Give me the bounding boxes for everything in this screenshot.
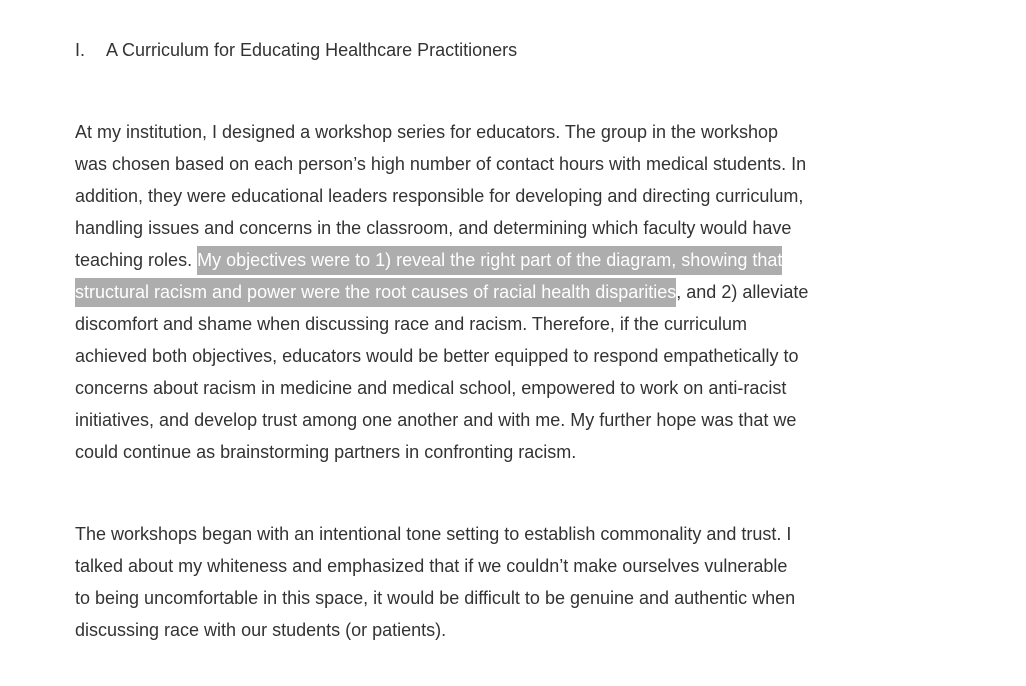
selected-text[interactable]: structural racism and power were the root causes of racial health disparities [75, 278, 676, 307]
paragraph-line [75, 244, 875, 276]
paragraph-workshops [75, 518, 875, 646]
line-text: teaching roles. [75, 250, 198, 270]
paragraph-objectives [75, 116, 875, 468]
paragraph-line: could continue as brainstorming partners in confronting racism. [75, 442, 577, 462]
paragraph-line: discussing race with our students (or patients). [75, 620, 447, 640]
selected-text[interactable]: My objectives were to 1) reveal the right part of the diagram, showing that [197, 246, 782, 275]
paragraph-line: achieved both objectives, educators would be better equipped to respond empathetically to [75, 346, 799, 366]
paragraph-line [75, 276, 875, 308]
paragraph-line: handling issues and concerns in the classroom, and determining which faculty would have [75, 218, 792, 238]
paragraph-line: was chosen based on each person’s high number of contact hours with medical students. In [75, 154, 807, 174]
paragraph-line: At my institution, I designed a workshop series for educators. The group in the workshop [75, 122, 779, 142]
paragraph-line: concerns about racism in medicine and medical school, empowered to work on anti-racist [75, 378, 787, 398]
line-text: , and 2) alleviate [676, 282, 809, 302]
paragraph-line: initiatives, and develop trust among one another and with me. My further hope was that we [75, 410, 797, 430]
paragraph-line: discomfort and shame when discussing race and racism. Therefore, if the curriculum [75, 314, 747, 334]
paragraph-line: talked about my whiteness and emphasized that if we couldn’t make ourselves vulnerable [75, 556, 788, 576]
section-title: A Curriculum for Educating Healthcare Practitioners [106, 40, 518, 60]
paragraph-line: to being uncomfortable in this space, it would be difficult to be genuine and authentic when [75, 588, 796, 608]
paragraph-line: The workshops began with an intentional tone setting to establish commonality and trust. I [75, 524, 792, 544]
section-heading [75, 38, 517, 62]
section-number: I. [75, 40, 86, 60]
paragraph-line: addition, they were educational leaders responsible for developing and directing curriculum, [75, 186, 804, 206]
